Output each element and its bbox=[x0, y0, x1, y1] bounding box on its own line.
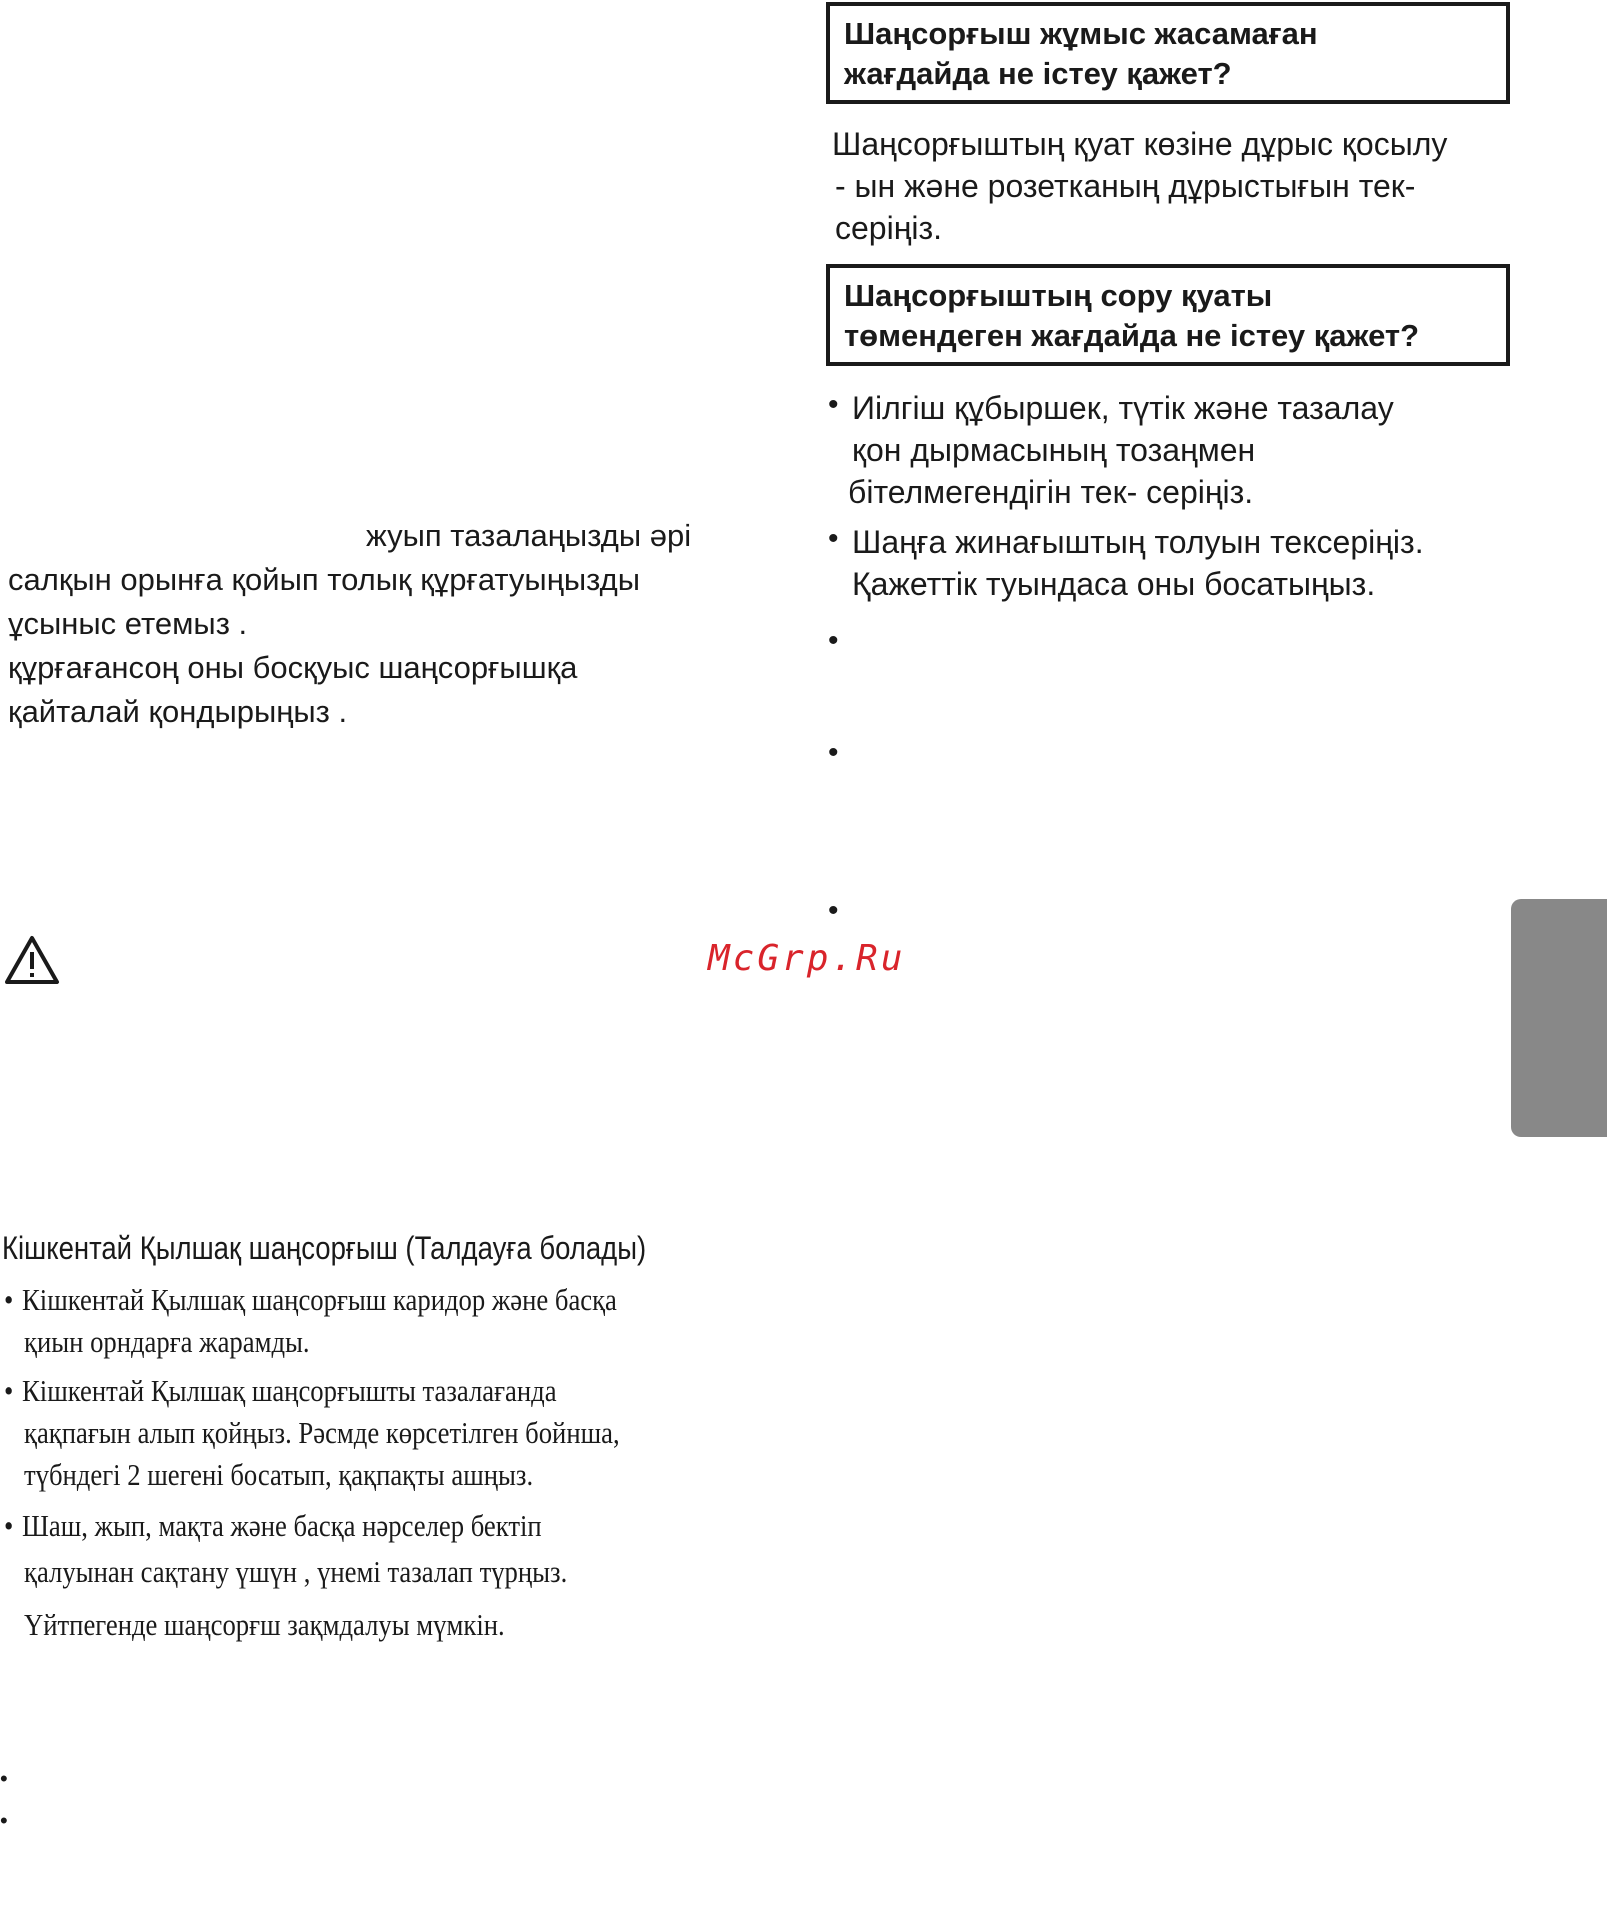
empty-bullet: • bbox=[828, 736, 839, 769]
brush-clean-line-3: түбндегі 2 шегені босатып, қақпақты ашңыз. bbox=[24, 1457, 534, 1492]
bullet-dot: • bbox=[828, 522, 839, 555]
warning-triangle-icon bbox=[4, 934, 60, 986]
left-paragraph-line-2: салқын орынға қойып толық құрғатуыңызды bbox=[8, 562, 641, 597]
answer-line-2: - ын жəне розетканың дұрыстығын тек- bbox=[835, 168, 1416, 204]
question-box-low-suction bbox=[826, 264, 1510, 366]
bullet-dot: • bbox=[4, 1373, 14, 1408]
bottom-dot: • bbox=[0, 1766, 8, 1791]
left-paragraph-line-4: құрғағансоң оны босқуыс шаңсорғышқа bbox=[8, 650, 578, 685]
question-box-line: төмендеген жағдайда не істеу қажет? bbox=[844, 318, 1420, 353]
brush-hair-line-3: Үйтпегенде шаңсорғш зақмдалуы мүмкін. bbox=[24, 1607, 505, 1642]
answer-line-3: серіңіз. bbox=[835, 210, 943, 246]
brush-clean-line-2: қақпағын алып қойңыз. Рәсмде көрсетілген бойнша, bbox=[24, 1415, 620, 1450]
check-hose-line-2: қон дырмасының тозаңмен bbox=[852, 432, 1256, 468]
left-paragraph-line-1: жуып тазалаңызды әрі bbox=[366, 518, 692, 553]
brush-clean-line-1: Кішкентай Қылшақ шаңсорғышты тазалағанда bbox=[22, 1373, 557, 1408]
left-paragraph-line-3: ұсыныс етемыз . bbox=[8, 606, 248, 641]
bullet-dot: • bbox=[828, 388, 839, 421]
watermark-text: McGrp.Ru bbox=[708, 938, 906, 979]
question-box-line: жағдайда не істеу қажет? bbox=[844, 56, 1232, 91]
bullet-dot: • bbox=[4, 1508, 14, 1543]
side-tab bbox=[1511, 899, 1607, 1137]
empty-bullet: • bbox=[828, 894, 839, 927]
left-paragraph-line-5: қайталай қондырыңыз . bbox=[8, 694, 348, 729]
section-title: Кішкентай Қылшақ шаңсорғыш (Талдауға болады) bbox=[2, 1230, 647, 1266]
question-box-not-working bbox=[826, 2, 1510, 104]
check-hose-line-1: Иілгіш құбыршек, түтік жəне тазалау bbox=[852, 390, 1394, 426]
bullet-dot: • bbox=[4, 1282, 14, 1317]
empty-bullet: • bbox=[828, 624, 839, 657]
check-dust-bin-line-2: Қажеттік туындаса оны босатыңыз. bbox=[852, 566, 1376, 602]
question-box-line: Шаңсорғыш жұмыс жасамаған bbox=[844, 16, 1318, 51]
check-hose-line-3: бітелмегендігін тек- серіңіз. bbox=[848, 474, 1254, 510]
brush-use-line-1: Кішкентай Қылшақ шаңсорғыш каридор жəне басқа bbox=[22, 1282, 617, 1317]
question-box-line: Шаңсорғыштың сору қуаты bbox=[844, 278, 1273, 313]
brush-hair-line-2: қалуынан сақтану үшүн , үнемі тазалап түрңыз. bbox=[24, 1554, 568, 1589]
brush-hair-line-1: Шаш, жып, мақта жəне басқа нəрселер бектіп bbox=[22, 1508, 542, 1543]
check-dust-bin-line-1: Шаңға жинағыштың толуын тексеріңіз. bbox=[852, 524, 1424, 560]
brush-use-line-2: қиын орндарға жарамды. bbox=[24, 1324, 310, 1359]
bottom-dot: • bbox=[0, 1808, 8, 1833]
answer-line-1: Шаңсорғыштың қуат көзіне дұрыс қосылу bbox=[832, 126, 1448, 162]
